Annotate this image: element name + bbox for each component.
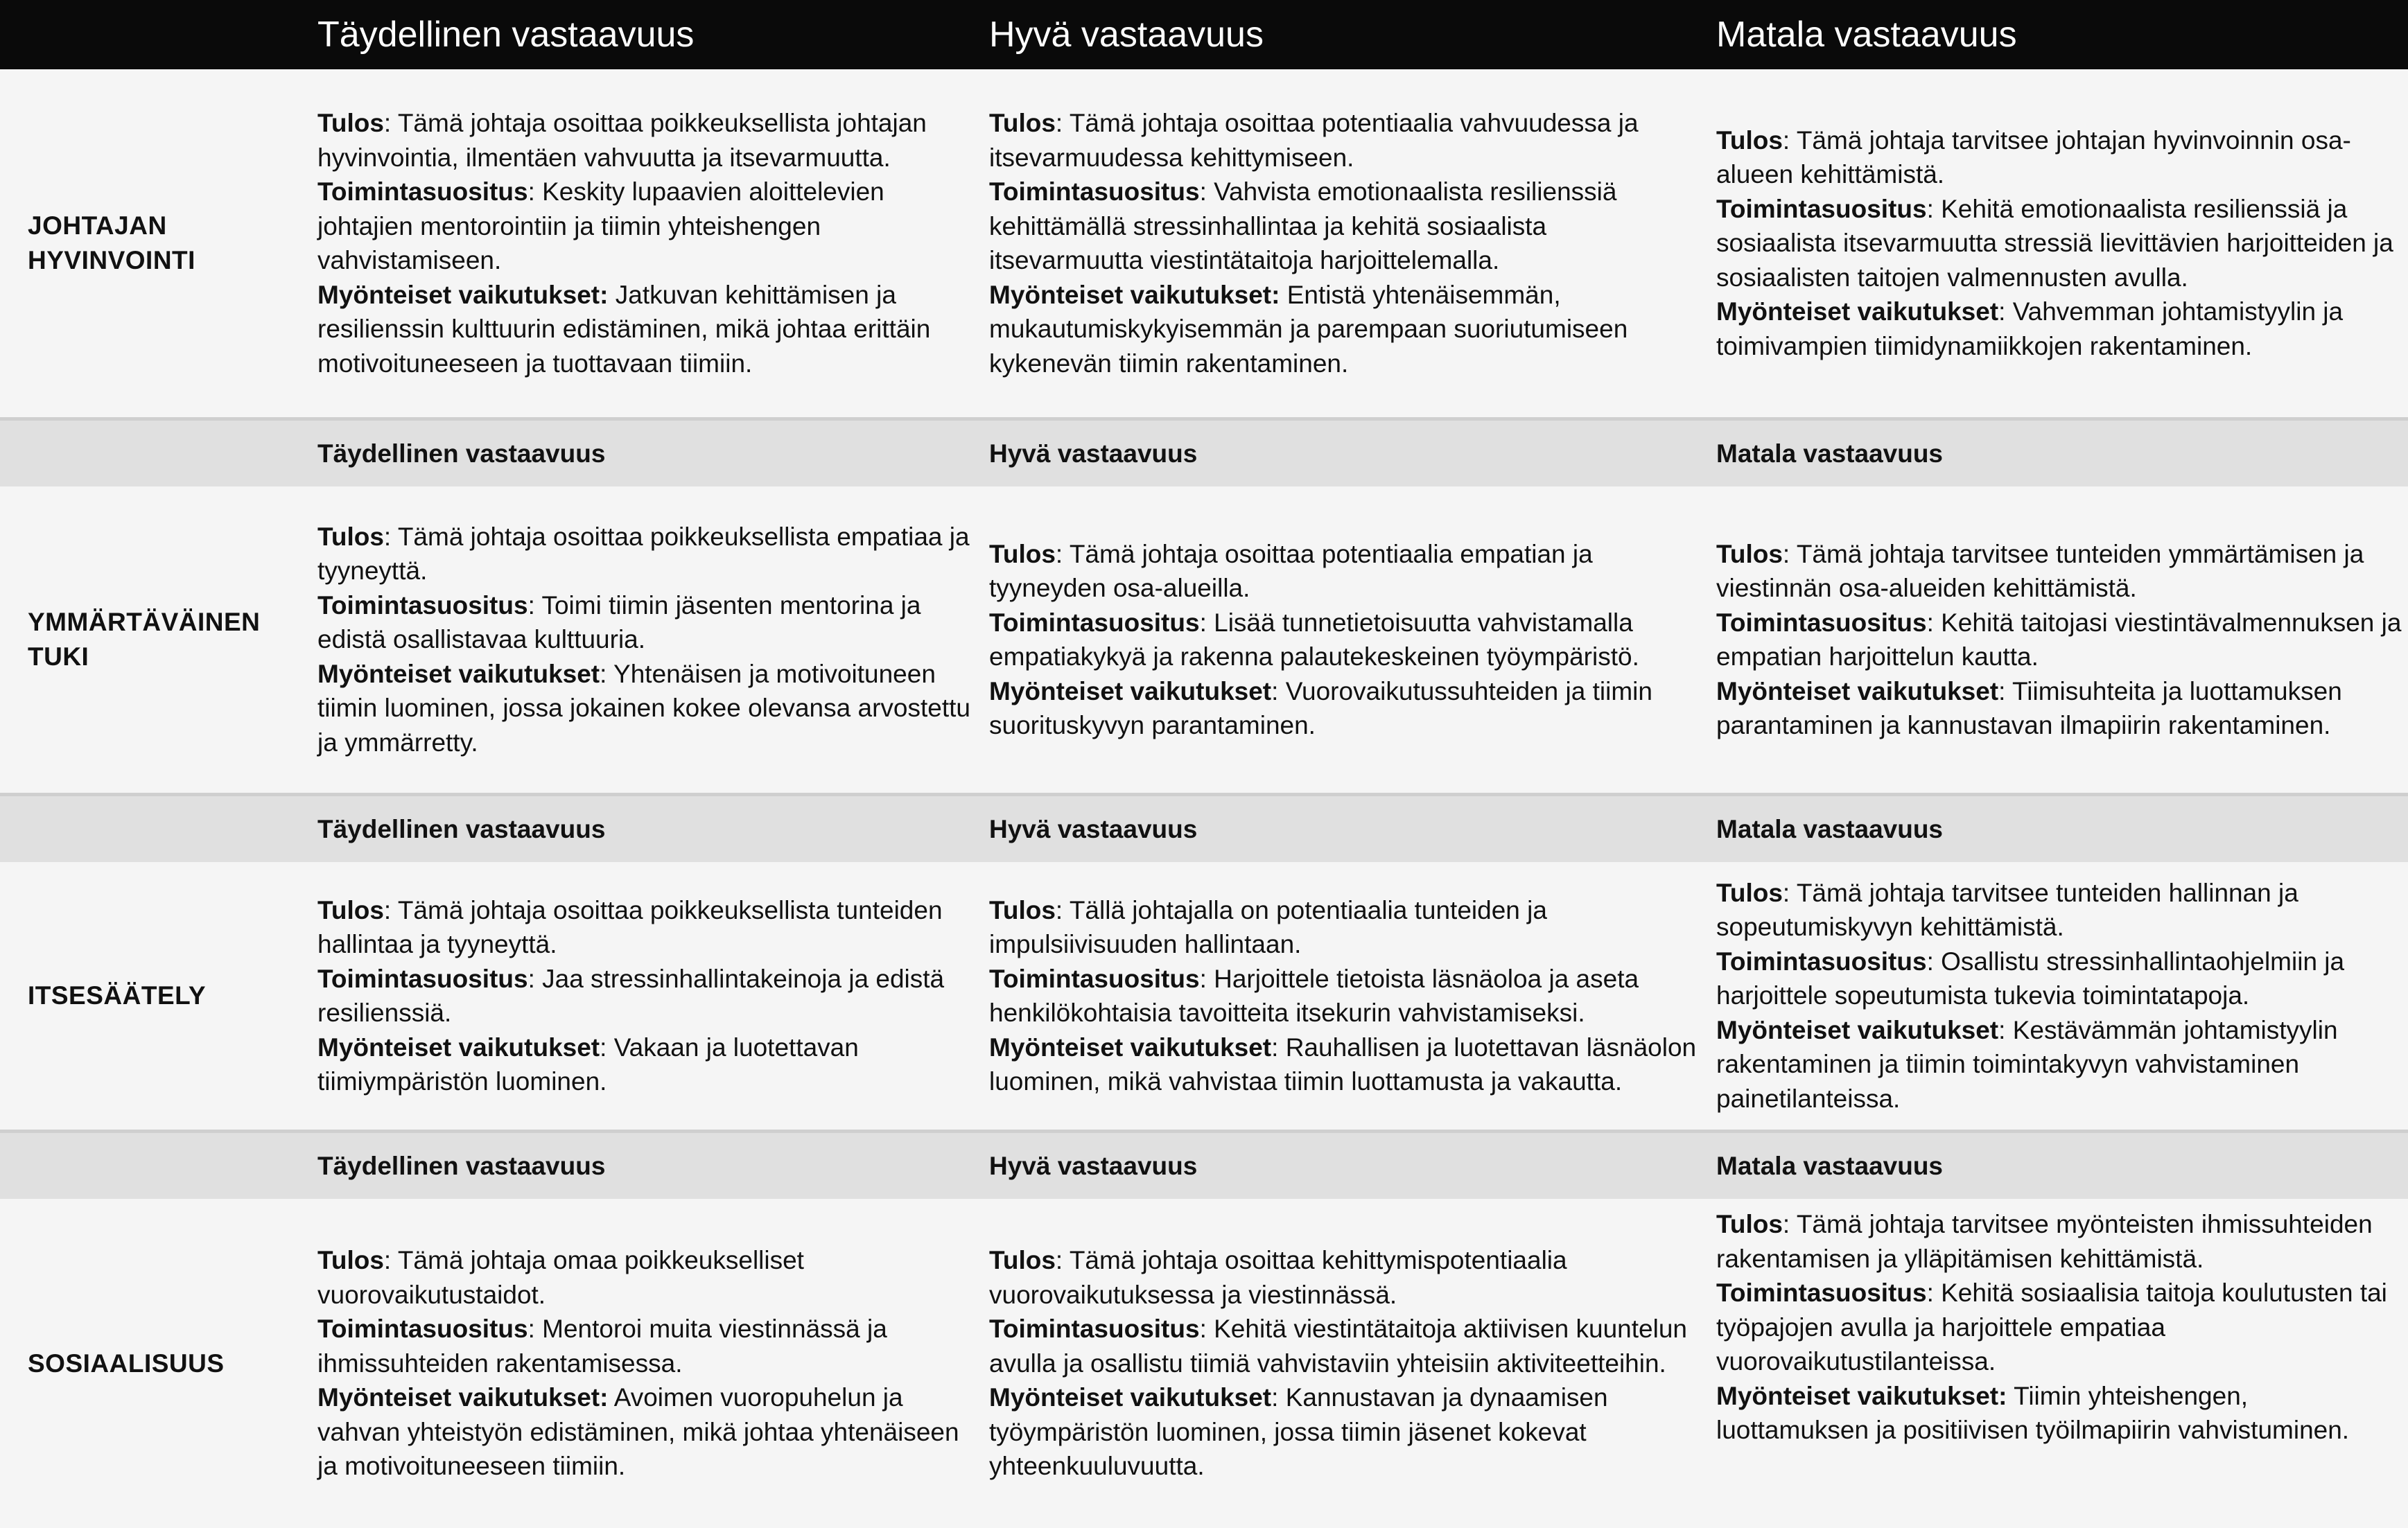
section-self-regulation (0, 862, 2408, 1130)
effects-text: Tiimisuhteita ja luottamuksen parantaminen ja kannustavan ilmapiirin rakentaminen. (1716, 676, 2342, 739)
effects-label: Myönteiset vaikutukset (1716, 297, 1999, 326)
action-line: Toimintasuositus: Kehitä taitojasi viestintävalmennuksen ja empatian harjoittelun kautta. (1716, 608, 2402, 671)
result-line: Tulos: Tämä johtaja osoittaa potentiaalia empatian ja tyyneyden osa-alueilla. (989, 539, 1593, 602)
cell-low-match (1716, 69, 2402, 417)
result-line: Tulos: Tämä johtaja tarvitsee tunteiden hallinnan ja sopeutumiskyvyn kehittämistä. (1716, 878, 2298, 942)
effects-label: Myönteiset vaikutukset (989, 1383, 1272, 1412)
effects-text: Tiimin yhteishengen, luottamuksen ja positiivisen työilmapiirin vahvistuminen. (1716, 1381, 2350, 1444)
cell-low-match (1716, 486, 2402, 793)
action-label: Toimintasuositus (1716, 194, 1927, 223)
action-line: Toimintasuositus: Mentoroi muita viestinnässä ja ihmissuhteiden rakentamisessa. (317, 1315, 887, 1378)
effects-text: Entistä yhtenäisemmän, mukautumiskykyisemmän ja parempaan suoriutumiseen kykenevän tiimin rakentaminen. (989, 280, 1628, 378)
subheader-low-match: Matala vastaavuus (1716, 439, 1944, 468)
result-label: Tulos (989, 1246, 1056, 1275)
effects-line (1716, 1379, 2402, 1448)
column-header-low-match: Matala vastaavuus (1716, 15, 2017, 55)
action-line: Toimintasuositus: Toimi tiimin jäsenten mentorina ja edistä osallistavaa kulttuuria. (317, 590, 921, 654)
result-label: Tulos (1716, 125, 1783, 155)
action-text: Kehitä viestintätaitoja aktiivisen kuuntelun avulla ja osallistu tiimiä vahvistaviin yhteisiin aktiviteetteihin. (989, 1315, 1687, 1378)
result-label: Tulos (1716, 878, 1783, 907)
result-text: Tämä johtaja osoittaa kehittymispotentiaalia vuorovaikutuksessa ja viestinnässä. (989, 1246, 1567, 1309)
effects-line (317, 278, 983, 381)
action-text: Toimi tiimin jäsenten mentorina ja edistä osallistavaa kulttuuria. (317, 590, 921, 654)
result-text: Tämä johtaja osoittaa poikkeuksellista tunteiden hallintaa ja tyyneyttä. (317, 895, 943, 958)
cell-perfect-match (317, 486, 983, 793)
action-text: Kehitä emotionaalista resilienssiä ja sosiaalista itsevarmuutta stressiä lievittävien harjoitteiden ja sosiaalisten taitojen valmennusten avulla. (1716, 194, 2393, 292)
result-label: Tulos (317, 522, 384, 551)
cell-good-match (989, 1199, 1703, 1528)
action-text: Vahvista emotionaalista resilienssiä kehittämällä stressinhallintaa ja kehitä sosiaalista itsevarmuutta viestintätaitoja harjoittelemalla. (989, 177, 1617, 274)
action-line: Toimintasuositus: Lisää tunnetietoisuutta vahvistamalla empatiakykyä ja rakenna palautekeskeinen työympäristö. (989, 608, 1639, 671)
effects-text: Vakaan ja luotettavan tiimiympäristön luominen. (317, 1033, 859, 1096)
action-label: Toimintasuositus (1716, 947, 1927, 976)
effects-text: Avoimen vuoropuhelun ja vahvan yhteistyön edistäminen, mikä johtaa yhtenäiseen ja motivoituneeseen tiimiin. (317, 1383, 959, 1481)
result-line: Tulos: Tämä johtaja osoittaa potentiaalia vahvuudessa ja itsevarmuudessa kehittymiseen. (989, 109, 1639, 172)
section-title (28, 862, 305, 1130)
effects-label: Myönteiset vaikutukset: (1716, 1381, 2007, 1410)
action-text: Jaa stressinhallintakeinoja ja edistä resilienssiä. (317, 964, 945, 1027)
result-text: Tämä johtaja osoittaa poikkeuksellista empatiaa ja tyyneyttä. (317, 522, 970, 586)
result-label: Tulos (317, 109, 384, 137)
section-title-text: JOHTAJAN HYVINVOINTI (28, 211, 195, 274)
action-text: Keskity lupaavien aloittelevien johtajien mentorointiin ja tiimin yhteishengen vahvistamiseen. (317, 177, 884, 274)
result-line: Tulos: Tämä johtaja osoittaa kehittymispotentiaalia vuorovaikutuksessa ja viestinnässä. (989, 1246, 1567, 1309)
effects-line: Myönteiset vaikutukset: Kestävämmän johtamistyylin rakentaminen ja tiimin toimintakyvyn vahvistaminen painetilanteissa. (1716, 1015, 2338, 1113)
section-title-text: SOSIAALISUUS (28, 1349, 225, 1378)
action-text: Osallistu stressinhallintaohjelmiin ja harjoittele sopeutumista tukevia toimintatapoja. (1716, 947, 2345, 1010)
result-line: Tulos: Tämä johtaja osoittaa poikkeuksellista johtajan hyvinvointia, ilmentäen vahvuutta ja itsevarmuutta. (317, 109, 927, 172)
action-line: Toimintasuositus: Harjoittele tietoista läsnäoloa ja aseta henkilökohtaisia tavoitteita itsekurin vahvistamiseksi. (989, 964, 1639, 1027)
subheader-understanding-support (0, 417, 2408, 486)
result-label: Tulos (989, 895, 1056, 924)
section-understanding-support (0, 486, 2408, 793)
subheader-sociability (0, 1130, 2408, 1199)
subheader-low-match: Matala vastaavuus (1716, 814, 1944, 843)
effects-text: Jatkuvan kehittämisen ja resilienssin kulttuurin edistäminen, mikä johtaa erittäin motivoituneeseen ja tuottavaan tiimiin. (317, 280, 931, 378)
column-header-perfect-match: Täydellinen vastaavuus (317, 15, 695, 55)
result-label: Tulos (317, 895, 384, 924)
effects-line: Myönteiset vaikutukset: Kannustavan ja dynaamisen työympäristön luominen, jossa tiimin jäsenet kokevat yhteenkuuluvuutta. (989, 1383, 1608, 1481)
result-label: Tulos (989, 109, 1056, 137)
result-line: Tulos: Tällä johtajalla on potentiaalia tunteiden ja impulsiivisuuden hallintaan. (989, 895, 1547, 958)
result-line: Tulos: Tämä johtaja osoittaa poikkeuksellista empatiaa ja tyyneyttä. (317, 522, 970, 586)
subheader-good-match: Hyvä vastaavuus (989, 814, 1198, 843)
cell-low-match (1716, 862, 2402, 1130)
result-line: Tulos: Tämä johtaja tarvitsee johtajan hyvinvoinnin osa-alueen kehittämistä. (1716, 125, 2351, 189)
result-text: Tämä johtaja osoittaa poikkeuksellista johtajan hyvinvointia, ilmentäen vahvuutta ja itsevarmuutta. (317, 109, 927, 172)
effects-line (317, 1380, 983, 1484)
section-sociability (0, 1199, 2408, 1528)
action-label: Toimintasuositus (317, 177, 528, 206)
effects-line: Myönteiset vaikutukset: Vakaan ja luotettavan tiimiympäristön luominen. (317, 1033, 859, 1096)
action-label: Toimintasuositus (989, 964, 1200, 993)
action-text: Kehitä taitojasi viestintävalmennuksen ja empatian harjoittelun kautta. (1716, 608, 2402, 671)
action-label: Toimintasuositus (317, 1315, 528, 1344)
action-text: Kehitä sosiaalisia taitoja koulutusten tai työpajojen avulla ja harjoittele empatiaa vuorovaikutustilanteissa. (1716, 1279, 2387, 1376)
cell-good-match (989, 69, 1703, 417)
result-line: Tulos: Tämä johtaja tarvitsee tunteiden ymmärtämisen ja viestinnän osa-alueiden kehittämistä. (1716, 539, 2364, 602)
effects-label: Myönteiset vaikutukset (989, 676, 1272, 705)
subheader-self-regulation (0, 793, 2408, 862)
section-leader-wellbeing (0, 69, 2408, 417)
section-title-text: ITSESÄÄTELY (28, 981, 207, 1010)
section-title (28, 486, 305, 793)
subheader-perfect-match: Täydellinen vastaavuus (317, 439, 606, 468)
effects-label: Myönteiset vaikutukset: (989, 280, 1280, 309)
result-label: Tulos (1716, 539, 1783, 568)
action-label: Toimintasuositus (989, 1315, 1200, 1344)
result-line: Tulos: Tämä johtaja osoittaa poikkeuksellista tunteiden hallintaa ja tyyneyttä. (317, 895, 943, 958)
effects-line: Myönteiset vaikutukset: Rauhallisen ja luotettavan läsnäolon luominen, mikä vahvistaa tiimin luottamusta ja vakautta. (989, 1033, 1697, 1096)
effects-line: Myönteiset vaikutukset: Tiimisuhteita ja luottamuksen parantaminen ja kannustavan ilmapiirin rakentaminen. (1716, 676, 2342, 739)
action-label: Toimintasuositus (989, 608, 1200, 637)
column-header-bar (0, 0, 2408, 69)
action-text: Mentoroi muita viestinnässä ja ihmissuhteiden rakentamisessa. (317, 1315, 887, 1378)
action-line: Toimintasuositus: Kehitä emotionaalista resilienssiä ja sosiaalista itsevarmuutta stressiä lievittävien harjoitteiden ja sosiaalisten taitojen valmennusten avulla. (1716, 194, 2393, 292)
result-text: Tämä johtaja tarvitsee johtajan hyvinvoinnin osa-alueen kehittämistä. (1716, 125, 2351, 189)
column-header-good-match: Hyvä vastaavuus (989, 15, 1264, 55)
effects-line: Myönteiset vaikutukset: Yhtenäisen ja motivoituneen tiimin luominen, jossa jokainen kokee olevansa arvostettu ja ymmärretty. (317, 659, 970, 757)
action-label: Toimintasuositus (1716, 1279, 1927, 1307)
cell-perfect-match (317, 69, 983, 417)
effects-text: Yhtenäisen ja motivoituneen tiimin luominen, jossa jokainen kokee olevansa arvostettu ja ymmärretty. (317, 659, 970, 757)
action-line: Toimintasuositus: Osallistu stressinhallintaohjelmiin ja harjoittele sopeutumista tukevia toimintatapoja. (1716, 947, 2345, 1010)
action-line: Toimintasuositus: Vahvista emotionaalista resilienssiä kehittämällä stressinhallintaa ja kehitä sosiaalista itsevarmuutta viestintätaitoja harjoittelemalla. (989, 177, 1617, 274)
action-label: Toimintasuositus (989, 177, 1200, 206)
section-title (28, 1199, 305, 1528)
effects-text: Vuorovaikutussuhteiden ja tiimin suorituskyvyn parantaminen. (989, 676, 1652, 739)
effects-label: Myönteiset vaikutukset: (317, 280, 609, 309)
effects-line (989, 278, 1703, 381)
effects-label: Myönteiset vaikutukset (989, 1033, 1272, 1062)
effects-label: Myönteiset vaikutukset (317, 659, 600, 688)
result-text: Tämä johtaja tarvitsee tunteiden hallinnan ja sopeutumiskyvyn kehittämistä. (1716, 878, 2298, 942)
subheader-good-match: Hyvä vastaavuus (989, 1151, 1198, 1180)
effects-label: Myönteiset vaikutukset: (317, 1383, 609, 1412)
subheader-low-match: Matala vastaavuus (1716, 1151, 1944, 1180)
cell-perfect-match (317, 1199, 983, 1528)
subheader-good-match: Hyvä vastaavuus (989, 439, 1198, 468)
effects-text: Rauhallisen ja luotettavan läsnäolon luominen, mikä vahvistaa tiimin luottamusta ja vakautta. (989, 1033, 1697, 1096)
cell-perfect-match (317, 862, 983, 1130)
action-line: Toimintasuositus: Keskity lupaavien aloittelevien johtajien mentorointiin ja tiimin yhteishengen vahvistamiseen. (317, 177, 884, 274)
subheader-perfect-match: Täydellinen vastaavuus (317, 1151, 606, 1180)
result-label: Tulos (1716, 1210, 1783, 1238)
result-text: Tämä johtaja osoittaa potentiaalia empatian ja tyyneyden osa-alueilla. (989, 539, 1593, 602)
section-title-text: YMMÄRTÄVÄINEN TUKI (28, 608, 261, 671)
result-line: Tulos: Tämä johtaja tarvitsee myönteisten ihmissuhteiden rakentamisen ja ylläpitämisen kehittämistä. (1716, 1210, 2373, 1273)
effects-line: Myönteiset vaikutukset: Vuorovaikutussuhteiden ja tiimin suorituskyvyn parantaminen. (989, 676, 1652, 739)
action-label: Toimintasuositus (1716, 608, 1927, 637)
action-line: Toimintasuositus: Kehitä viestintätaitoja aktiivisen kuuntelun avulla ja osallistu tiimiä vahvistaviin yhteisiin aktiviteetteihin. (989, 1315, 1687, 1378)
result-text: Tällä johtajalla on potentiaalia tunteiden ja impulsiivisuuden hallintaan. (989, 895, 1547, 958)
result-text: Tämä johtaja omaa poikkeukselliset vuorovaikutustaidot. (317, 1246, 804, 1309)
effects-label: Myönteiset vaikutukset (1716, 676, 1999, 705)
result-text: Tämä johtaja tarvitsee myönteisten ihmissuhteiden rakentamisen ja ylläpitämisen kehittämistä. (1716, 1210, 2373, 1273)
result-text: Tämä johtaja osoittaa potentiaalia vahvuudessa ja itsevarmuudessa kehittymiseen. (989, 109, 1639, 172)
result-text: Tämä johtaja tarvitsee tunteiden ymmärtämisen ja viestinnän osa-alueiden kehittämistä. (1716, 539, 2364, 602)
effects-text: Vahvemman johtamistyylin ja toimivampien tiimidynamiikkojen rakentaminen. (1716, 297, 2344, 360)
action-line: Toimintasuositus: Jaa stressinhallintakeinoja ja edistä resilienssiä. (317, 964, 945, 1027)
action-text: Harjoittele tietoista läsnäoloa ja aseta henkilökohtaisia tavoitteita itsekurin vahvistamiseksi. (989, 964, 1639, 1027)
action-line: Toimintasuositus: Kehitä sosiaalisia taitoja koulutusten tai työpajojen avulla ja harjoittele empatiaa vuorovaikutustilanteissa. (1716, 1279, 2387, 1376)
effects-text: Kestävämmän johtamistyylin rakentaminen ja tiimin toimintakyvyn vahvistaminen painetilanteissa. (1716, 1015, 2338, 1113)
section-title (28, 69, 305, 417)
effects-line: Myönteiset vaikutukset: Vahvemman johtamistyylin ja toimivampien tiimidynamiikkojen rakentaminen. (1716, 297, 2344, 360)
effects-label: Myönteiset vaikutukset (317, 1033, 600, 1062)
effects-text: Kannustavan ja dynaamisen työympäristön luominen, jossa tiimin jäsenet kokevat yhteenkuuluvuutta. (989, 1383, 1608, 1481)
cell-good-match (989, 862, 1703, 1130)
cell-good-match (989, 486, 1703, 793)
result-line: Tulos: Tämä johtaja omaa poikkeukselliset vuorovaikutustaidot. (317, 1246, 804, 1309)
result-label: Tulos (989, 539, 1056, 568)
action-label: Toimintasuositus (317, 590, 528, 620)
result-label: Tulos (317, 1246, 384, 1275)
effects-label: Myönteiset vaikutukset (1716, 1015, 1999, 1044)
subheader-perfect-match: Täydellinen vastaavuus (317, 814, 606, 843)
cell-low-match (1716, 1199, 2402, 1528)
action-text: Lisää tunnetietoisuutta vahvistamalla empatiakykyä ja rakenna palautekeskeinen työympäristö. (989, 608, 1639, 671)
action-label: Toimintasuositus (317, 964, 528, 993)
